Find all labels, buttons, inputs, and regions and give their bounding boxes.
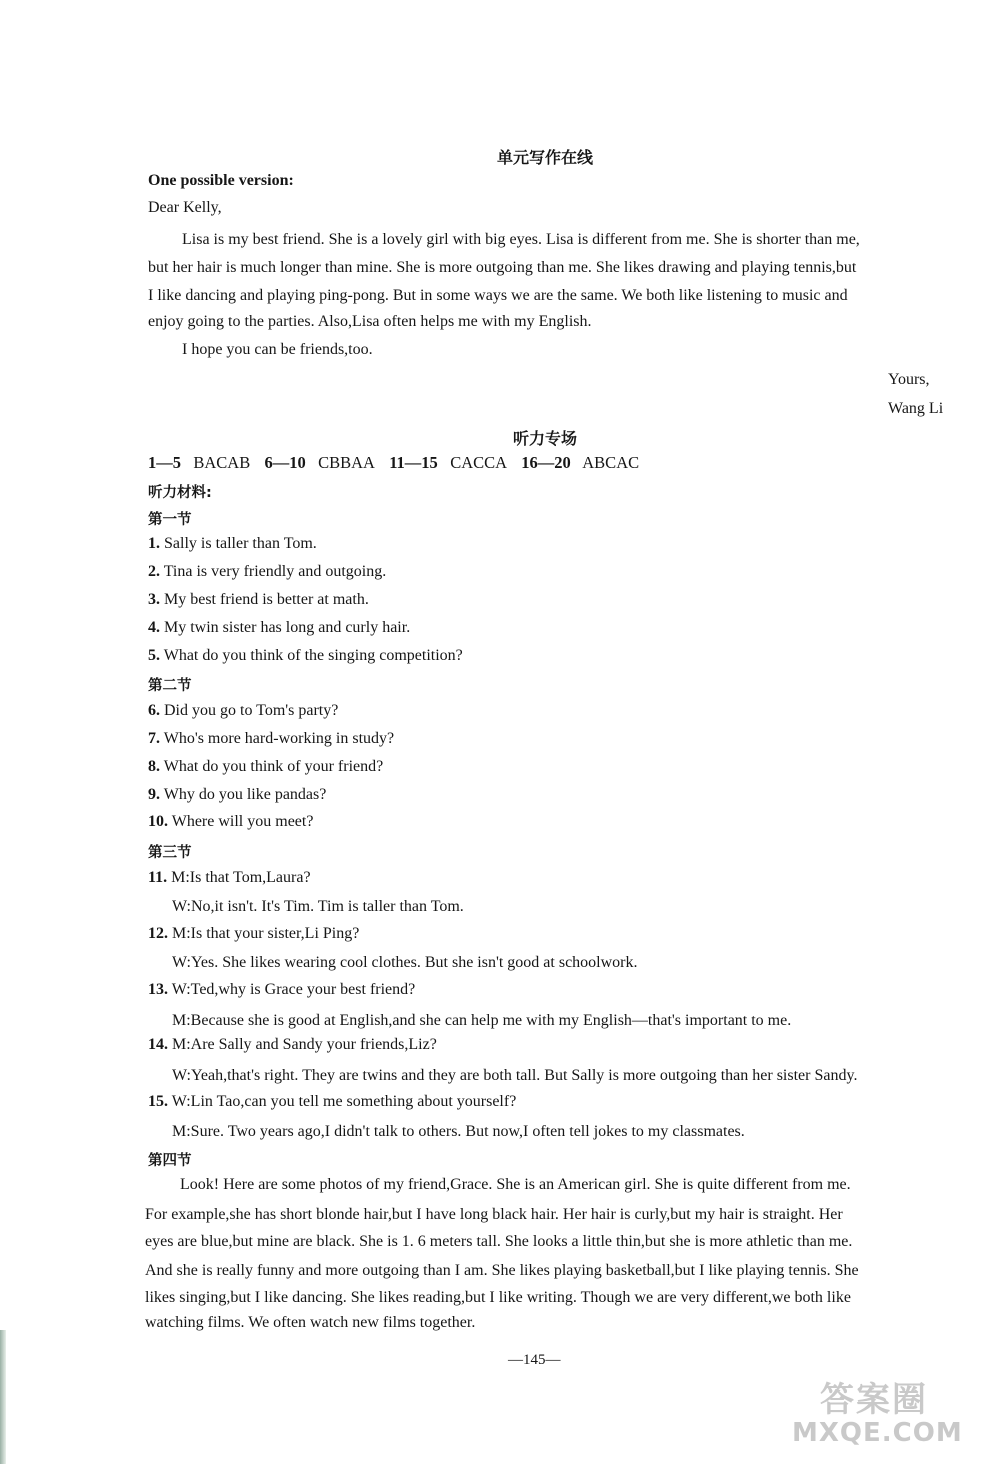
item-text: What do you think of your friend?	[163, 758, 384, 775]
answer-letters: CBBAA	[318, 453, 375, 472]
dialog-line-a: M:Is that your sister,Li Ping?	[172, 925, 360, 942]
item-text: Who's more hard-working in study?	[163, 730, 395, 747]
answer-range: 11—15	[389, 453, 438, 472]
passage-line: watching films. We often watch new films together.	[145, 1314, 476, 1331]
dialog-line-b: W:Yes. She likes wearing cool clothes. But she isn't good at schoolwork.	[172, 954, 638, 971]
item-text: Did you go to Tom's party?	[164, 702, 339, 719]
item-number: 14.	[148, 1036, 168, 1053]
dialog-item	[148, 981, 415, 999]
item-text: Tina is very friendly and outgoing.	[163, 563, 387, 580]
page-number: —145—	[508, 1352, 561, 1368]
version-label: One possible version:	[148, 172, 294, 189]
watermark-logo	[792, 1372, 982, 1456]
section-heading: 第三节	[148, 845, 192, 861]
answer-range: 6—10	[264, 453, 306, 472]
answer-letters: CACCA	[450, 453, 508, 472]
answer-letters: BACAB	[193, 453, 251, 472]
passage-line: Look! Here are some photos of my friend,Grace. She is an American girl. She is quite different from me.	[180, 1176, 851, 1193]
answer-range: 16—20	[521, 453, 571, 472]
item-number: 6.	[148, 702, 160, 719]
item-number: 11.	[148, 869, 168, 886]
dialog-line-a: W:Lin Tao,can you tell me something about yourself?	[171, 1093, 517, 1110]
dialog-line-b: W:Yeah,that's right. They are twins and they are both tall. But Sally is more outgoing than her sister Sandy.	[172, 1067, 858, 1084]
passage-line: For example,she has short blonde hair,but I have long black hair. Her hair is curly,but my hair is straight. Her	[145, 1206, 843, 1223]
letter-greeting: Dear Kelly,	[148, 199, 222, 216]
list-item	[148, 813, 313, 831]
list-item	[148, 619, 410, 637]
dialog-line-b: M:Because she is good at English,and she can help me with my English—that's important to me.	[172, 1012, 792, 1029]
letter-line: enjoy going to the parties. Also,Lisa often helps me with my English.	[148, 313, 592, 330]
answer-range: 1—5	[148, 453, 181, 472]
item-number: 2.	[148, 563, 160, 580]
list-item	[148, 535, 317, 553]
letter-line: but her hair is much longer than mine. She is more outgoing than me. She likes drawing and playing tennis,but	[148, 259, 857, 276]
item-text: Why do you like pandas?	[163, 786, 327, 803]
list-item	[148, 563, 386, 581]
item-number: 9.	[148, 786, 160, 803]
dialog-item	[148, 1093, 516, 1111]
passage-line: likes singing,but I like dancing. She likes reading,but I like writing. Though we are very different,we both like	[145, 1289, 851, 1306]
watermark-domain: MXQE.COM	[792, 1418, 963, 1448]
item-number: 12.	[148, 925, 168, 942]
list-item	[148, 702, 338, 720]
section-heading: 第四节	[148, 1153, 192, 1169]
passage-line: And she is really funny and more outgoing than I am. She likes playing basketball,but I like playing tennis. She	[145, 1262, 859, 1279]
dialog-line-a: M:Is that Tom,Laura?	[171, 869, 311, 886]
item-number: 7.	[148, 730, 160, 747]
item-number: 8.	[148, 758, 160, 775]
item-number: 10.	[148, 813, 168, 830]
item-text: My best friend is better at math.	[164, 591, 369, 608]
writing-title: 单元写作在线	[497, 148, 594, 167]
letter-line: Lisa is my best friend. She is a lovely girl with big eyes. Lisa is different from me. She is shorter than me,	[182, 231, 860, 248]
item-number: 1.	[148, 535, 160, 552]
dialog-line-a: M:Are Sally and Sandy your friends,Liz?	[172, 1036, 437, 1053]
letter-line: I like dancing and playing ping-pong. But in some ways we are the same. We both like listening to music and	[148, 287, 848, 304]
item-text: My twin sister has long and curly hair.	[164, 619, 411, 636]
answer-key	[148, 453, 645, 473]
item-number: 5.	[148, 647, 160, 664]
answer-letters: ABCAC	[582, 453, 640, 472]
item-text: Where will you meet?	[171, 813, 314, 830]
dialog-item	[148, 925, 359, 943]
letter-signoff: Yours,	[888, 371, 930, 388]
item-text: Sally is taller than Tom.	[164, 535, 317, 552]
list-item	[148, 730, 394, 748]
list-item	[148, 786, 326, 804]
dialog-item	[148, 869, 311, 887]
dialog-line-b: M:Sure. Two years ago,I didn't talk to others. But now,I often tell jokes to my classmates.	[172, 1123, 745, 1140]
item-number: 3.	[148, 591, 160, 608]
passage-line: eyes are blue,but mine are black. She is 1. 6 meters tall. She looks a little thin,but she is more athletic than me.	[145, 1233, 853, 1250]
list-item	[148, 758, 383, 776]
item-number: 13.	[148, 981, 168, 998]
letter-closing: I hope you can be friends,too.	[182, 341, 373, 358]
dialog-line-a: W:Ted,why is Grace your best friend?	[171, 981, 416, 998]
section-heading: 第二节	[148, 678, 192, 694]
list-item	[148, 591, 369, 609]
section-heading: 第一节	[148, 512, 192, 528]
dialog-line-b: W:No,it isn't. It's Tim. Tim is taller than Tom.	[172, 898, 464, 915]
dialog-item	[148, 1036, 437, 1054]
scan-edge	[0, 1330, 6, 1464]
item-number: 4.	[148, 619, 160, 636]
item-number: 15.	[148, 1093, 168, 1110]
material-label: 听力材料:	[148, 485, 212, 501]
list-item	[148, 647, 463, 665]
listening-title: 听力专场	[513, 429, 578, 448]
item-text: What do you think of the singing competition?	[163, 647, 463, 664]
watermark-text: 答案圈	[820, 1380, 928, 1420]
letter-signature: Wang Li	[888, 400, 944, 417]
